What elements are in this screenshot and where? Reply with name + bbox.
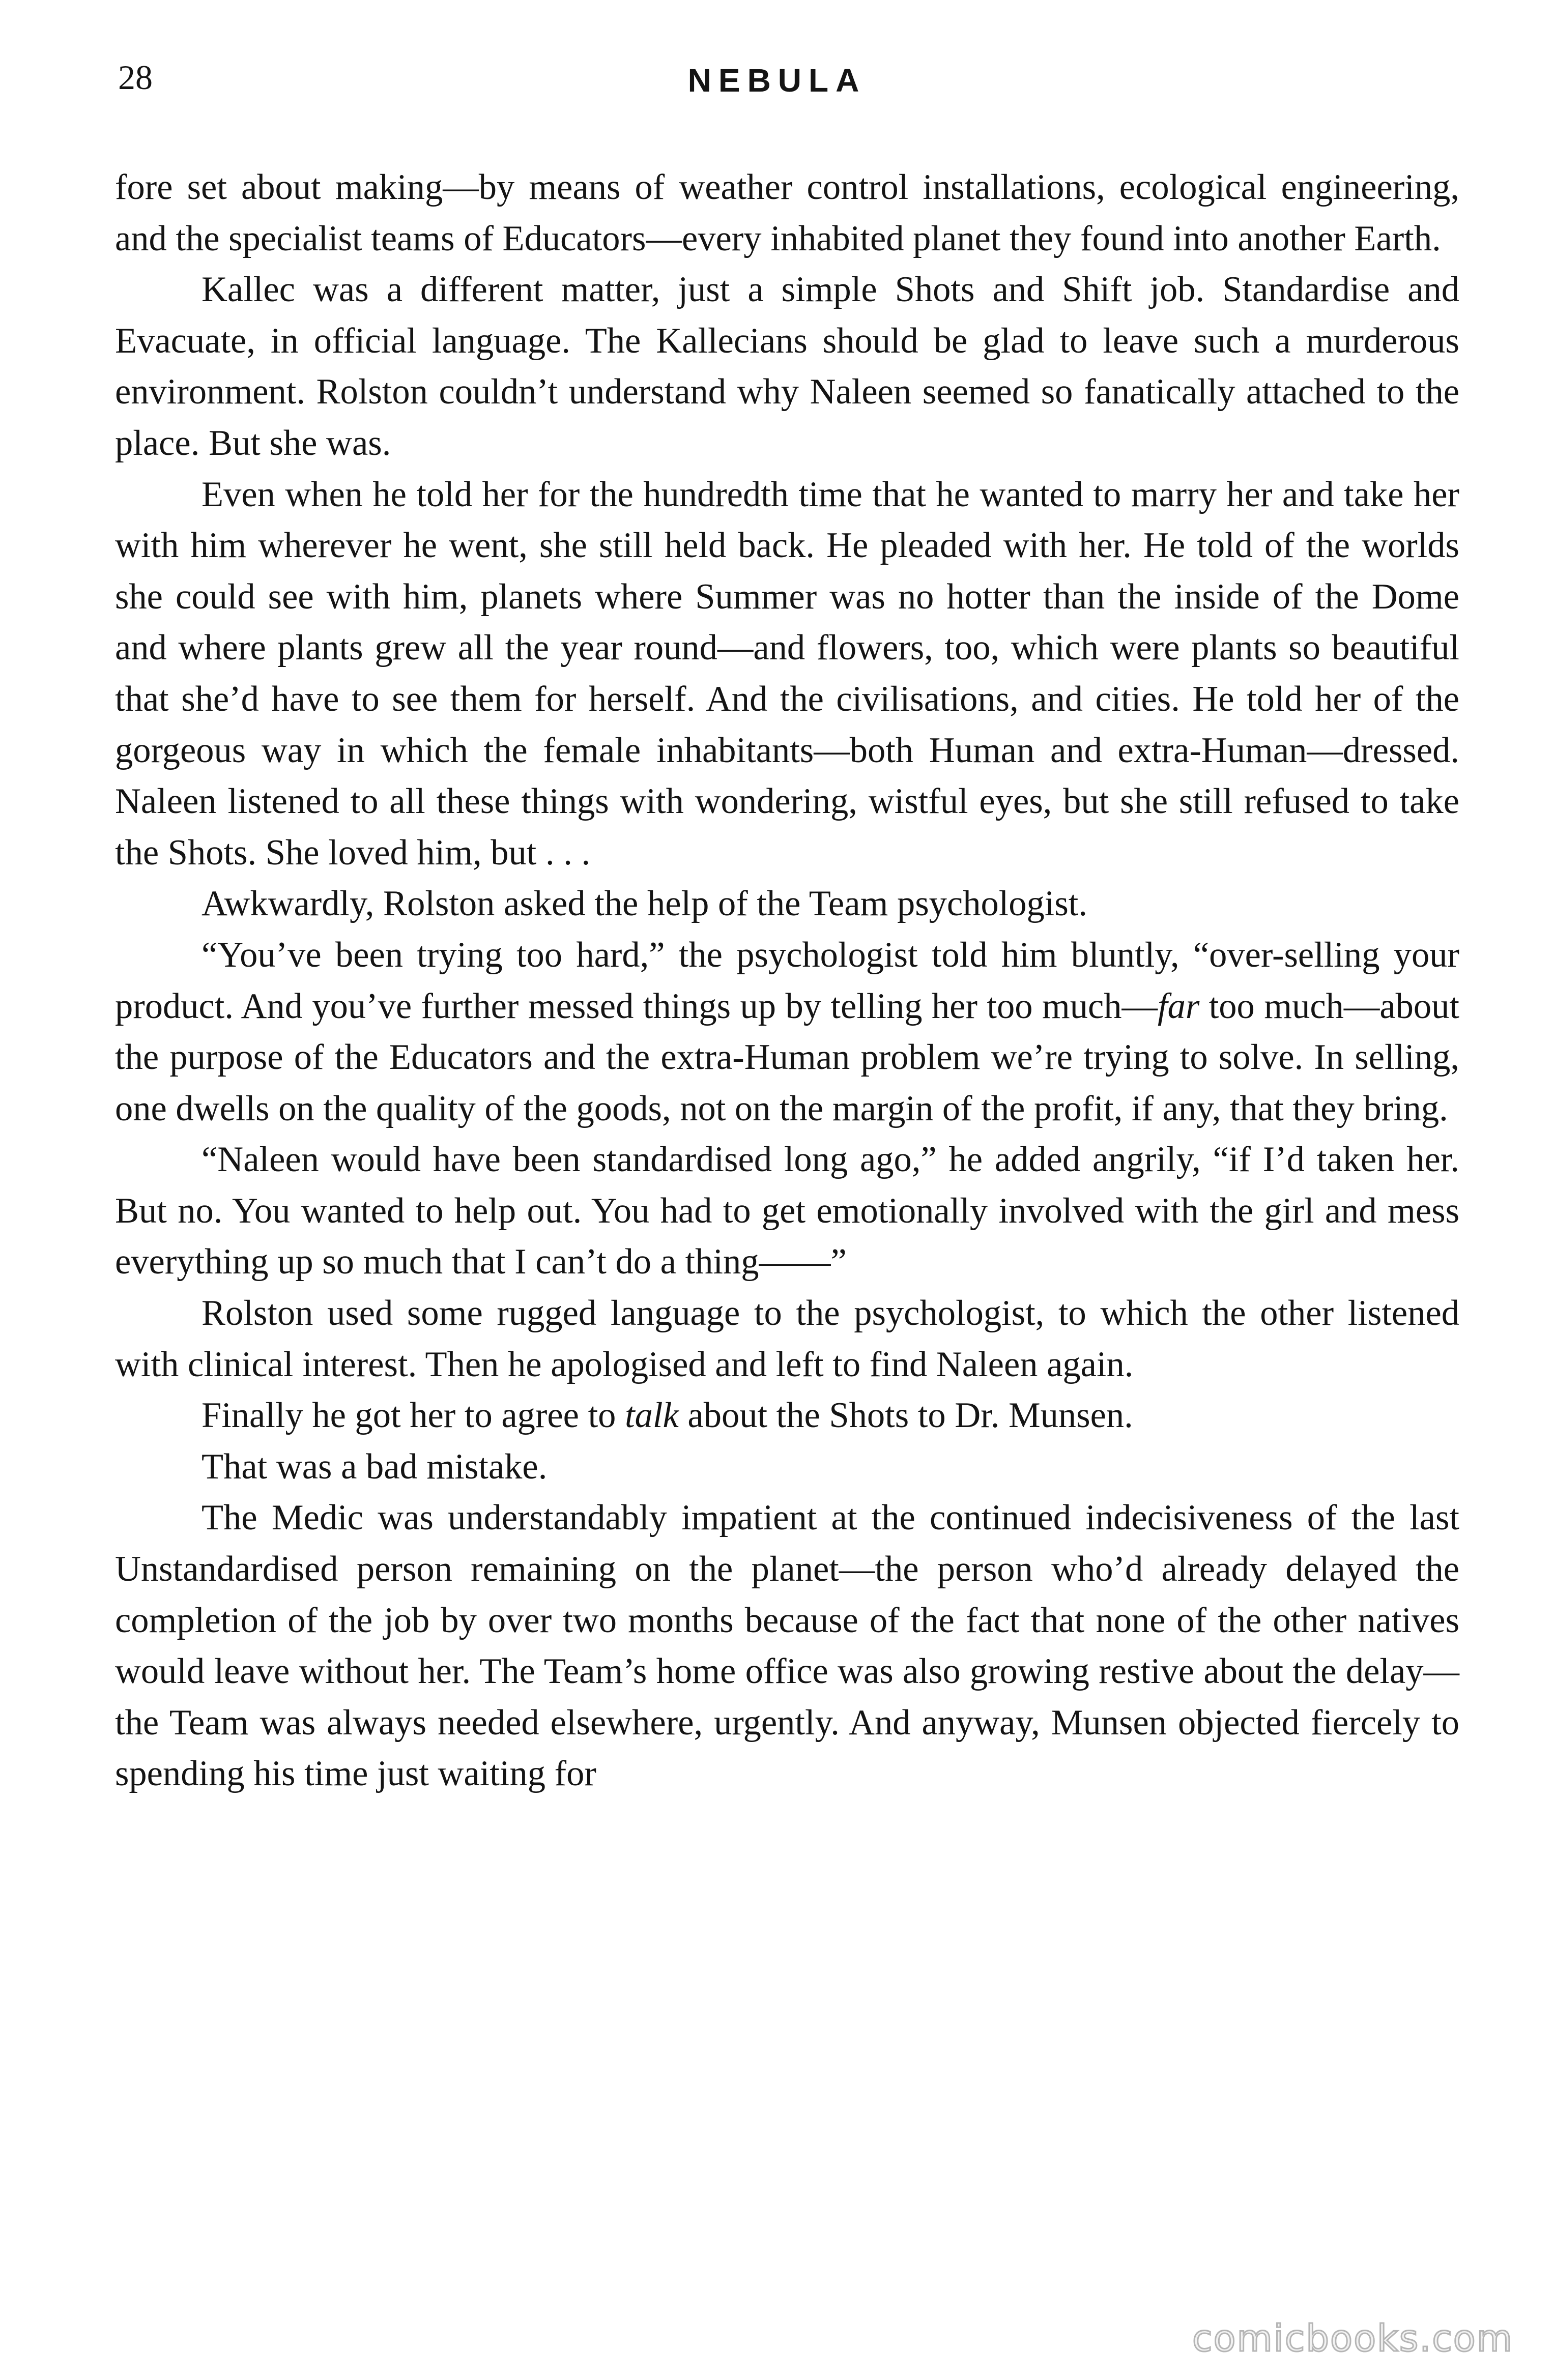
italic-text: far [1158, 986, 1200, 1026]
text-run: too much—about the purpose of the Educators and the extra-Human problem we’re trying to solve. In selling, one dwells on the quality of the goods, not on the margin of the profit, if any, that they bring. [115, 986, 1459, 1128]
paragraph: Even when he told her for the hundredth time that he wanted to marry her and take her with him wherever he went, she still held back. He pleaded with her. He told of the worlds she could see with him, planets where Summer was no hotter than the inside of the Dome and where plants grew all the year round—and flowers, too, which were plants so beautiful that she’d have to see them for herself. And the civilisations, and cities. He told her of the gorgeous way in which the female inhabitants—both Human and extra-Human—dressed. Naleen listened to all these things with wondering, wistful eyes, but she still refused to take the Shots. She loved him, but . . . [115, 474, 1459, 873]
running-head: NEBULA [687, 62, 867, 99]
paragraph: The Medic was understandably impatient at the continued indecisiveness of the last Unstandardised person remaining on the planet—the person who’d already delayed the completion of the job by over two months because of the fact that none of the other natives would leave without her. The Team’s home office was also growing restive about the delay—the Team was always needed elsewhere, urgently. And anyway, Munsen objected fiercely to spending his time just waiting for [115, 1498, 1459, 1794]
paragraph: Rolston used some rugged language to the psychologist, to which the other listened with clinical interest. Then he apologised and left to find Naleen again. [115, 1293, 1459, 1384]
paragraph [115, 930, 1459, 1134]
italic-text: talk [625, 1396, 679, 1436]
page-number: 28 [118, 58, 153, 97]
paragraph: That was a bad mistake. [202, 1446, 548, 1487]
text-run: about the Shots to Dr. Munsen. [678, 1396, 1133, 1436]
body-text [115, 162, 1459, 1799]
text-run: Finally he got her to agree to [202, 1396, 625, 1436]
paragraph: Awkwardly, Rolston asked the help of the Team psychologist. [202, 884, 1088, 924]
paragraph: fore set about making—by means of weather control installations, ecological engineering, and the specialist teams of Educators—every inhabited planet they found into another Earth. [115, 167, 1459, 258]
watermark-logo: comicbooks.com [1192, 2317, 1513, 2360]
paragraph [115, 1390, 1459, 1441]
text-run: “You’ve been trying too hard,” the psychologist told him bluntly, “over-selling your product. And you’ve further messed things up by telling her too much— [115, 935, 1459, 1026]
paragraph: Kallec was a different matter, just a simple Shots and Shift job. Standardise and Evacuate, in official language. The Kallecians should be glad to leave such a murderous environment. Rolston couldn’t understand why Naleen seemed so fanatically attached to the place. But she was. [115, 270, 1459, 463]
paragraph: “Naleen would have been standardised long ago,” he added angrily, “if I’d taken her. But no. You wanted to help out. You had to get emotionally involved with the girl and mess everything up so much that I can’t do a thing——” [115, 1140, 1459, 1282]
